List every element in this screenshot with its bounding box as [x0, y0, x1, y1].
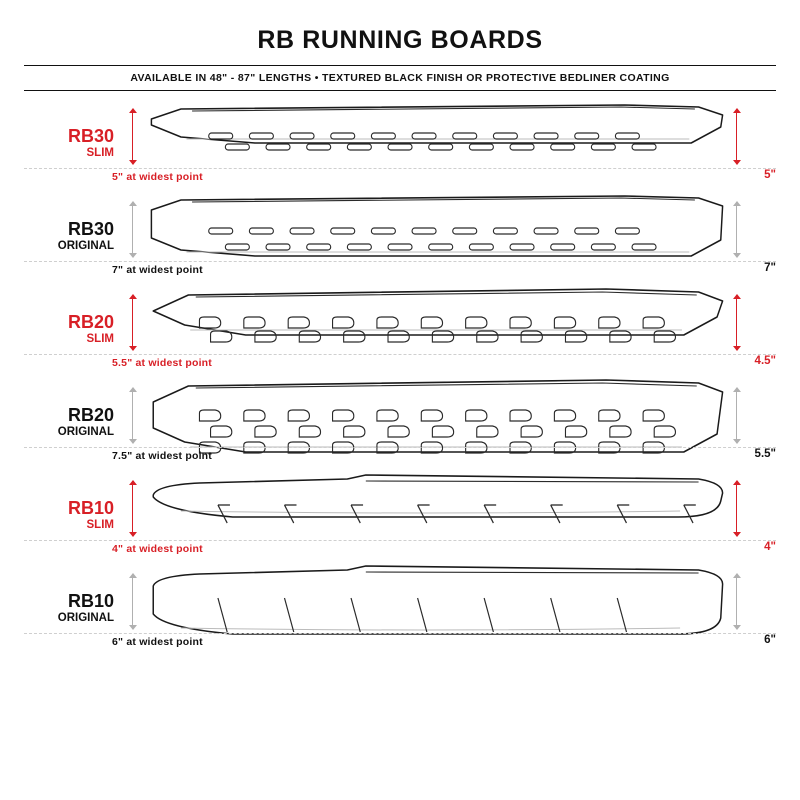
board-label	[24, 283, 122, 376]
board-illustration	[144, 376, 730, 469]
baseline-rule	[24, 447, 776, 448]
height-caption: 4.5"	[754, 355, 776, 367]
variant-name: ORIGINAL	[57, 239, 114, 252]
height-caption: 6"	[764, 634, 776, 646]
board-illustration	[144, 190, 730, 283]
variant-name: SLIM	[86, 146, 114, 159]
model-name: RB10	[67, 497, 114, 518]
board-illustration	[144, 97, 730, 190]
measure-arrow-icon	[132, 574, 133, 629]
measure-arrow-icon	[736, 295, 737, 350]
width-caption: 7" at widest point	[112, 264, 203, 276]
baseline-rule	[24, 261, 776, 262]
width-caption: 6" at widest point	[112, 636, 203, 648]
measure-arrow-icon	[132, 295, 133, 350]
board-illustration	[144, 469, 730, 562]
page-header	[24, 0, 776, 91]
height-caption: 7"	[764, 262, 776, 274]
model-name: RB20	[67, 311, 114, 332]
model-name: RB30	[67, 125, 114, 146]
variant-name: ORIGINAL	[57, 425, 114, 438]
width-caption: 5" at widest point	[112, 171, 203, 183]
model-name: RB10	[67, 590, 114, 611]
header-rule-band	[24, 65, 776, 91]
baseline-rule	[24, 168, 776, 169]
page-title: RB RUNNING BOARDS	[257, 26, 543, 54]
board-label	[24, 97, 122, 190]
measure-arrow-icon	[736, 574, 737, 629]
model-name: RB30	[67, 218, 114, 239]
measure-arrow-icon	[736, 202, 737, 257]
measure-arrow-icon	[736, 481, 737, 536]
baseline-rule	[24, 540, 776, 541]
variant-name: SLIM	[86, 332, 114, 345]
measure-arrow-icon	[736, 109, 737, 164]
board-label	[24, 376, 122, 469]
measure-arrow-icon	[132, 388, 133, 443]
baseline-rule	[24, 354, 776, 355]
width-caption: 4" at widest point	[112, 543, 203, 555]
board-label	[24, 562, 122, 655]
measure-arrow-icon	[132, 481, 133, 536]
page-subtitle: AVAILABLE IN 48" - 87" LENGTHS • TEXTURED BLACK FINISH OR PROTECTIVE BEDLINER COATING	[130, 72, 670, 84]
board-label	[24, 469, 122, 562]
height-caption: 5"	[764, 169, 776, 181]
width-caption: 7.5" at widest point	[112, 450, 212, 462]
variant-name: ORIGINAL	[57, 611, 114, 624]
variant-name: SLIM	[86, 518, 114, 531]
width-caption: 5.5" at widest point	[112, 357, 212, 369]
model-name: RB20	[67, 404, 114, 425]
measure-arrow-icon	[132, 109, 133, 164]
board-illustration	[144, 562, 730, 655]
board-illustration	[144, 283, 730, 376]
measure-arrow-icon	[736, 388, 737, 443]
baseline-rule	[24, 633, 776, 634]
board-label	[24, 190, 122, 283]
height-caption: 5.5"	[754, 448, 776, 460]
measure-arrow-icon	[132, 202, 133, 257]
height-caption: 4"	[764, 541, 776, 553]
